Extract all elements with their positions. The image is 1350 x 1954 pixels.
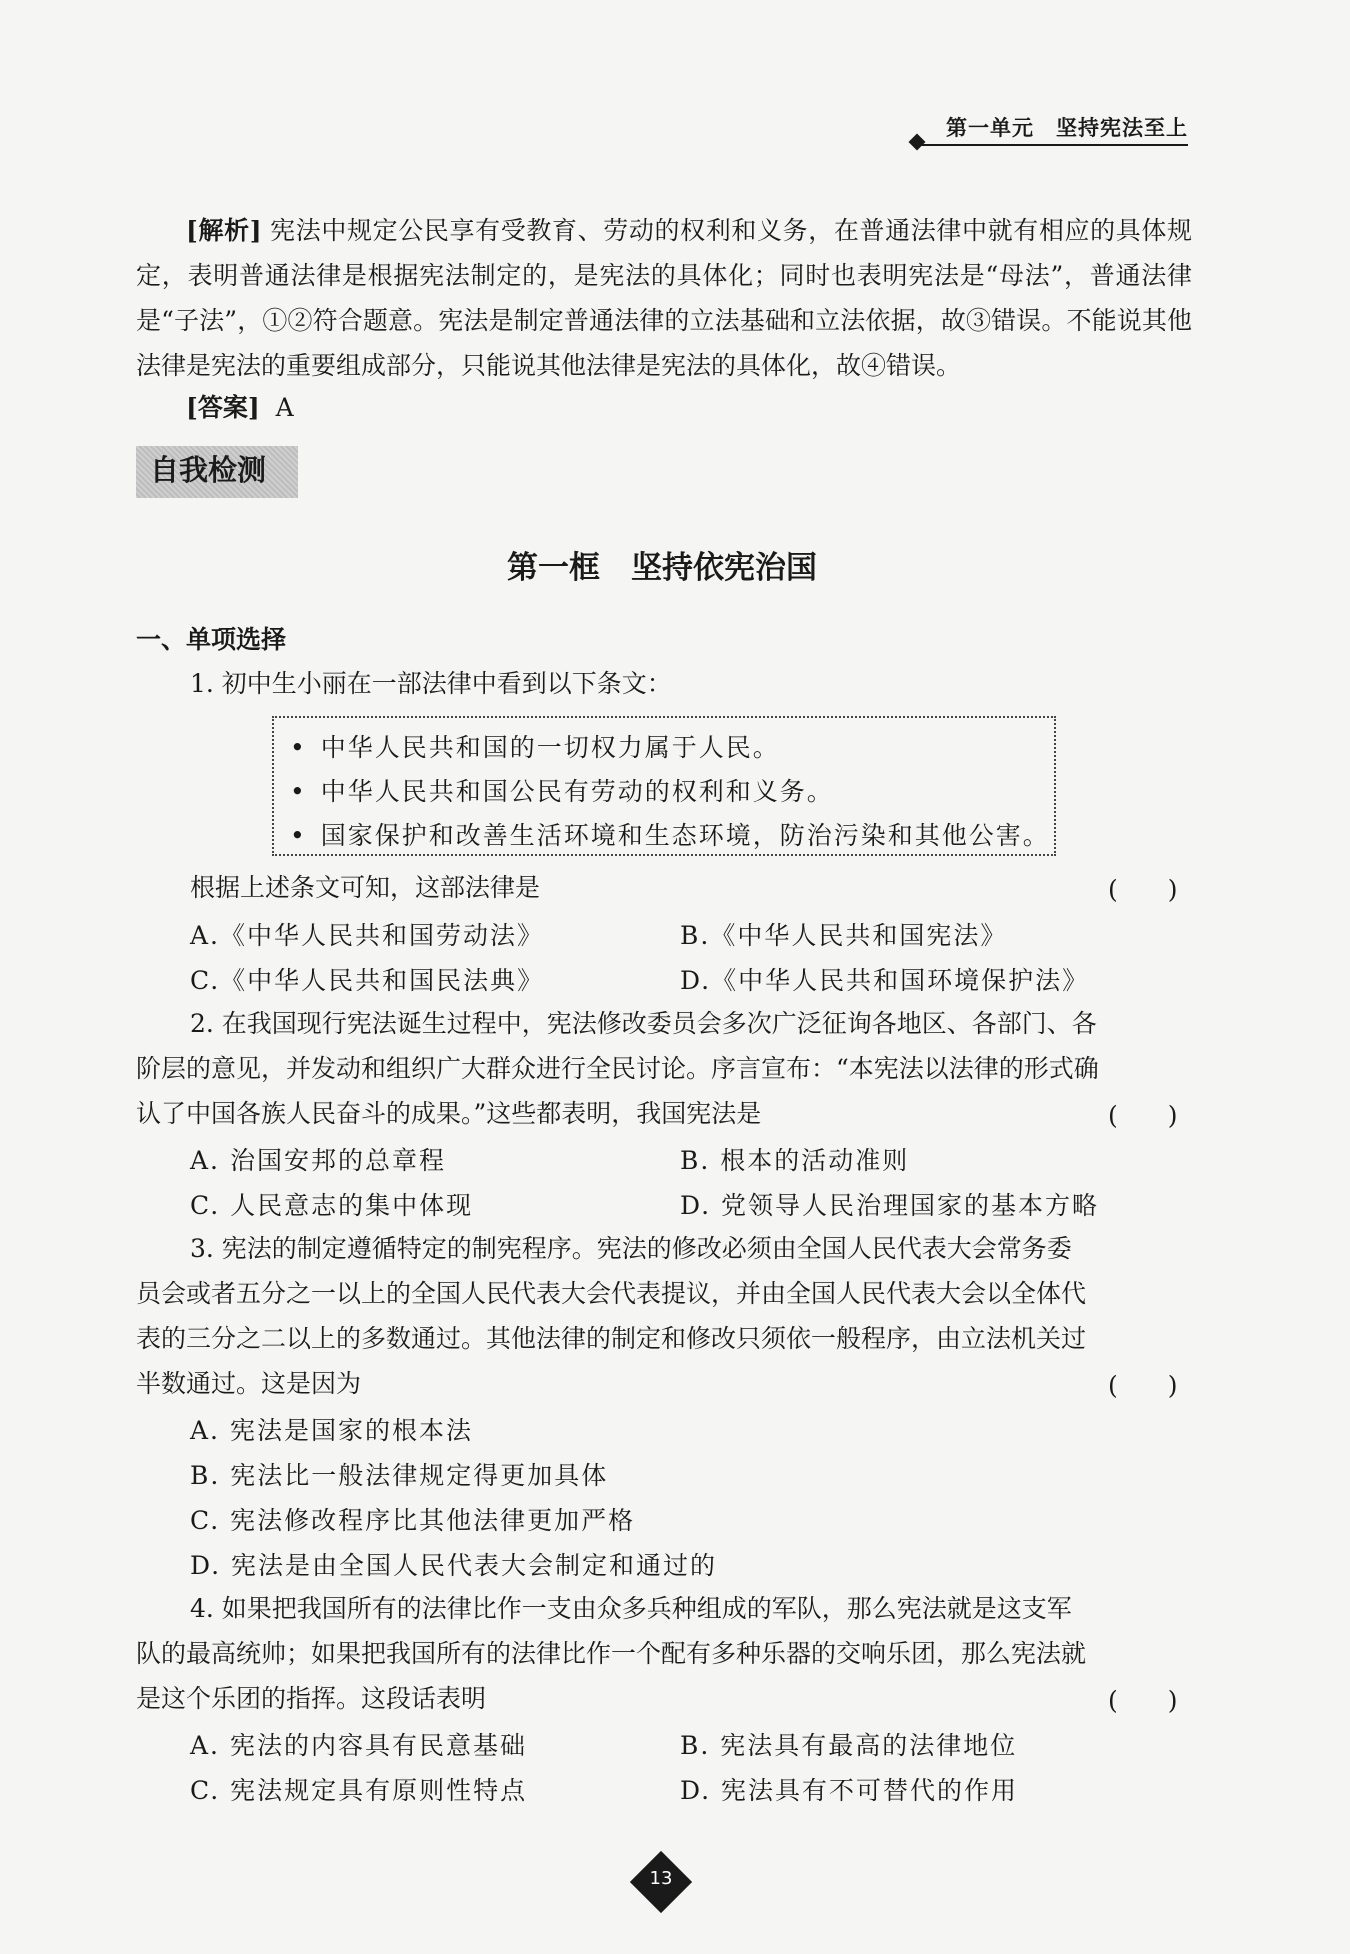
option-b: B. 根本的活动准则 (680, 1146, 910, 1175)
bullet-icon: • (290, 777, 307, 806)
option-b: B.《中华人民共和国宪法》 (680, 921, 1008, 950)
part-heading: 一、单项选择 (136, 625, 287, 654)
option-a: A. 治国安邦的总章程 (190, 1146, 446, 1175)
option-d: D. 宪法具有不可替代的作用 (680, 1776, 1019, 1805)
answer-bracket: ( ) (1108, 1686, 1178, 1715)
analysis-text: 宪法中规定公民享有受教育、劳动的权利和义务，在普通法律中就有相应的具体规定，表明普通法律是根据宪法制定的，是宪法的具体化；同时也表明宪法是“母法”，普通法律是“子法”，①②符合题意。宪法是制定普通法律的立法基础和立法依据，故③错误。不能说其他法律是宪法的重要组成部分，只能说其他法律是宪法的具体化，故④错误。 (136, 216, 1192, 380)
option-d: D.《中华人民共和国环境保护法》 (680, 966, 1090, 995)
option-c: C. 宪法规定具有原则性特点 (190, 1776, 528, 1805)
option-d: D. 宪法是由全国人民代表大会制定和通过的 (190, 1551, 718, 1580)
question-3-stem-line: 表的三分之二以上的多数通过。其他法律的制定和修改只须依一般程序，由立法机关过 (136, 1324, 1087, 1353)
option-a: A.《中华人民共和国劳动法》 (190, 921, 545, 950)
option-b: B. 宪法比一般法律规定得更加具体 (190, 1461, 609, 1490)
option-c: C.《中华人民共和国民法典》 (190, 966, 545, 995)
bullet-icon: • (290, 821, 307, 850)
analysis-paragraph (136, 208, 1192, 388)
answer-bracket: ( ) (1108, 1371, 1178, 1400)
question-3-stem-line: 员会或者五分之一以上的全国人民代表大会代表提议，并由全国人民代表大会以全体代 (136, 1279, 1087, 1308)
answer-bracket: ( ) (1108, 875, 1178, 904)
answer-tag: [答案] (186, 393, 260, 422)
question-3-stem-line: 3. 宪法的制定遵循特定的制宪程序。宪法的修改必须由全国人民代表大会常务委 (190, 1234, 1072, 1263)
running-header (920, 112, 1188, 146)
question-1-prompt: 根据上述条文可知，这部法律是 (190, 873, 541, 902)
question-4-stem-line: 队的最高统帅；如果把我国所有的法律比作一个配有多种乐器的交响乐团，那么宪法就 (136, 1639, 1087, 1668)
question-4-stem-line: 4. 如果把我国所有的法律比作一支由众多兵种组成的军队，那么宪法就是这支军 (190, 1594, 1072, 1623)
option-a: A. 宪法是国家的根本法 (190, 1416, 473, 1445)
option-c: C. 人民意志的集中体现 (190, 1191, 474, 1220)
question-2-stem-line: 认了中国各族人民奋斗的成果。”这些都表明，我国宪法是 (136, 1099, 762, 1128)
page-number: 13 (649, 1868, 673, 1889)
option-a: A. 宪法的内容具有民意基础 (190, 1731, 527, 1760)
quote-item (290, 772, 834, 808)
section-label: 自我检测 (150, 453, 267, 487)
question-2-stem-line: 阶层的意见，并发动和组织广大群众进行全民讨论。序言宣布：“本宪法以法律的形式确 (136, 1054, 1099, 1083)
quote-text: 中华人民共和国公民有劳动的权利和义务。 (320, 777, 834, 806)
lesson-title: 第一框 坚持依宪治国 (507, 550, 817, 586)
quote-item (290, 816, 1050, 852)
analysis-tag: [解析] (186, 216, 262, 245)
option-d: D. 党领导人民治理国家的基本方略 (680, 1191, 1100, 1220)
quote-text: 中华人民共和国的一切权力属于人民。 (320, 733, 780, 762)
answer-line (186, 390, 294, 426)
answer-value: A (275, 393, 294, 422)
question-1-stem: 1. 初中生小丽在一部法律中看到以下条文： (190, 669, 672, 698)
question-4-stem-line: 是这个乐团的指挥。这段话表明 (136, 1684, 487, 1713)
diamond-icon (909, 134, 926, 151)
answer-bracket: ( ) (1108, 1101, 1178, 1130)
question-3-stem-line: 半数通过。这是因为 (136, 1369, 362, 1398)
quote-box (272, 716, 1056, 856)
unit-title: 第一单元 坚持宪法至上 (946, 116, 1188, 140)
option-b: B. 宪法具有最高的法律地位 (680, 1731, 1018, 1760)
quote-text: 国家保护和改善生活环境和生态环境，防治污染和其他公害。 (320, 821, 1050, 850)
question-2-stem-line: 2. 在我国现行宪法诞生过程中，宪法修改委员会多次广泛征询各地区、各部门、各 (190, 1009, 1097, 1038)
option-c: C. 宪法修改程序比其他法律更加严格 (190, 1506, 636, 1535)
quote-item (290, 728, 780, 764)
bullet-icon: • (290, 733, 307, 762)
